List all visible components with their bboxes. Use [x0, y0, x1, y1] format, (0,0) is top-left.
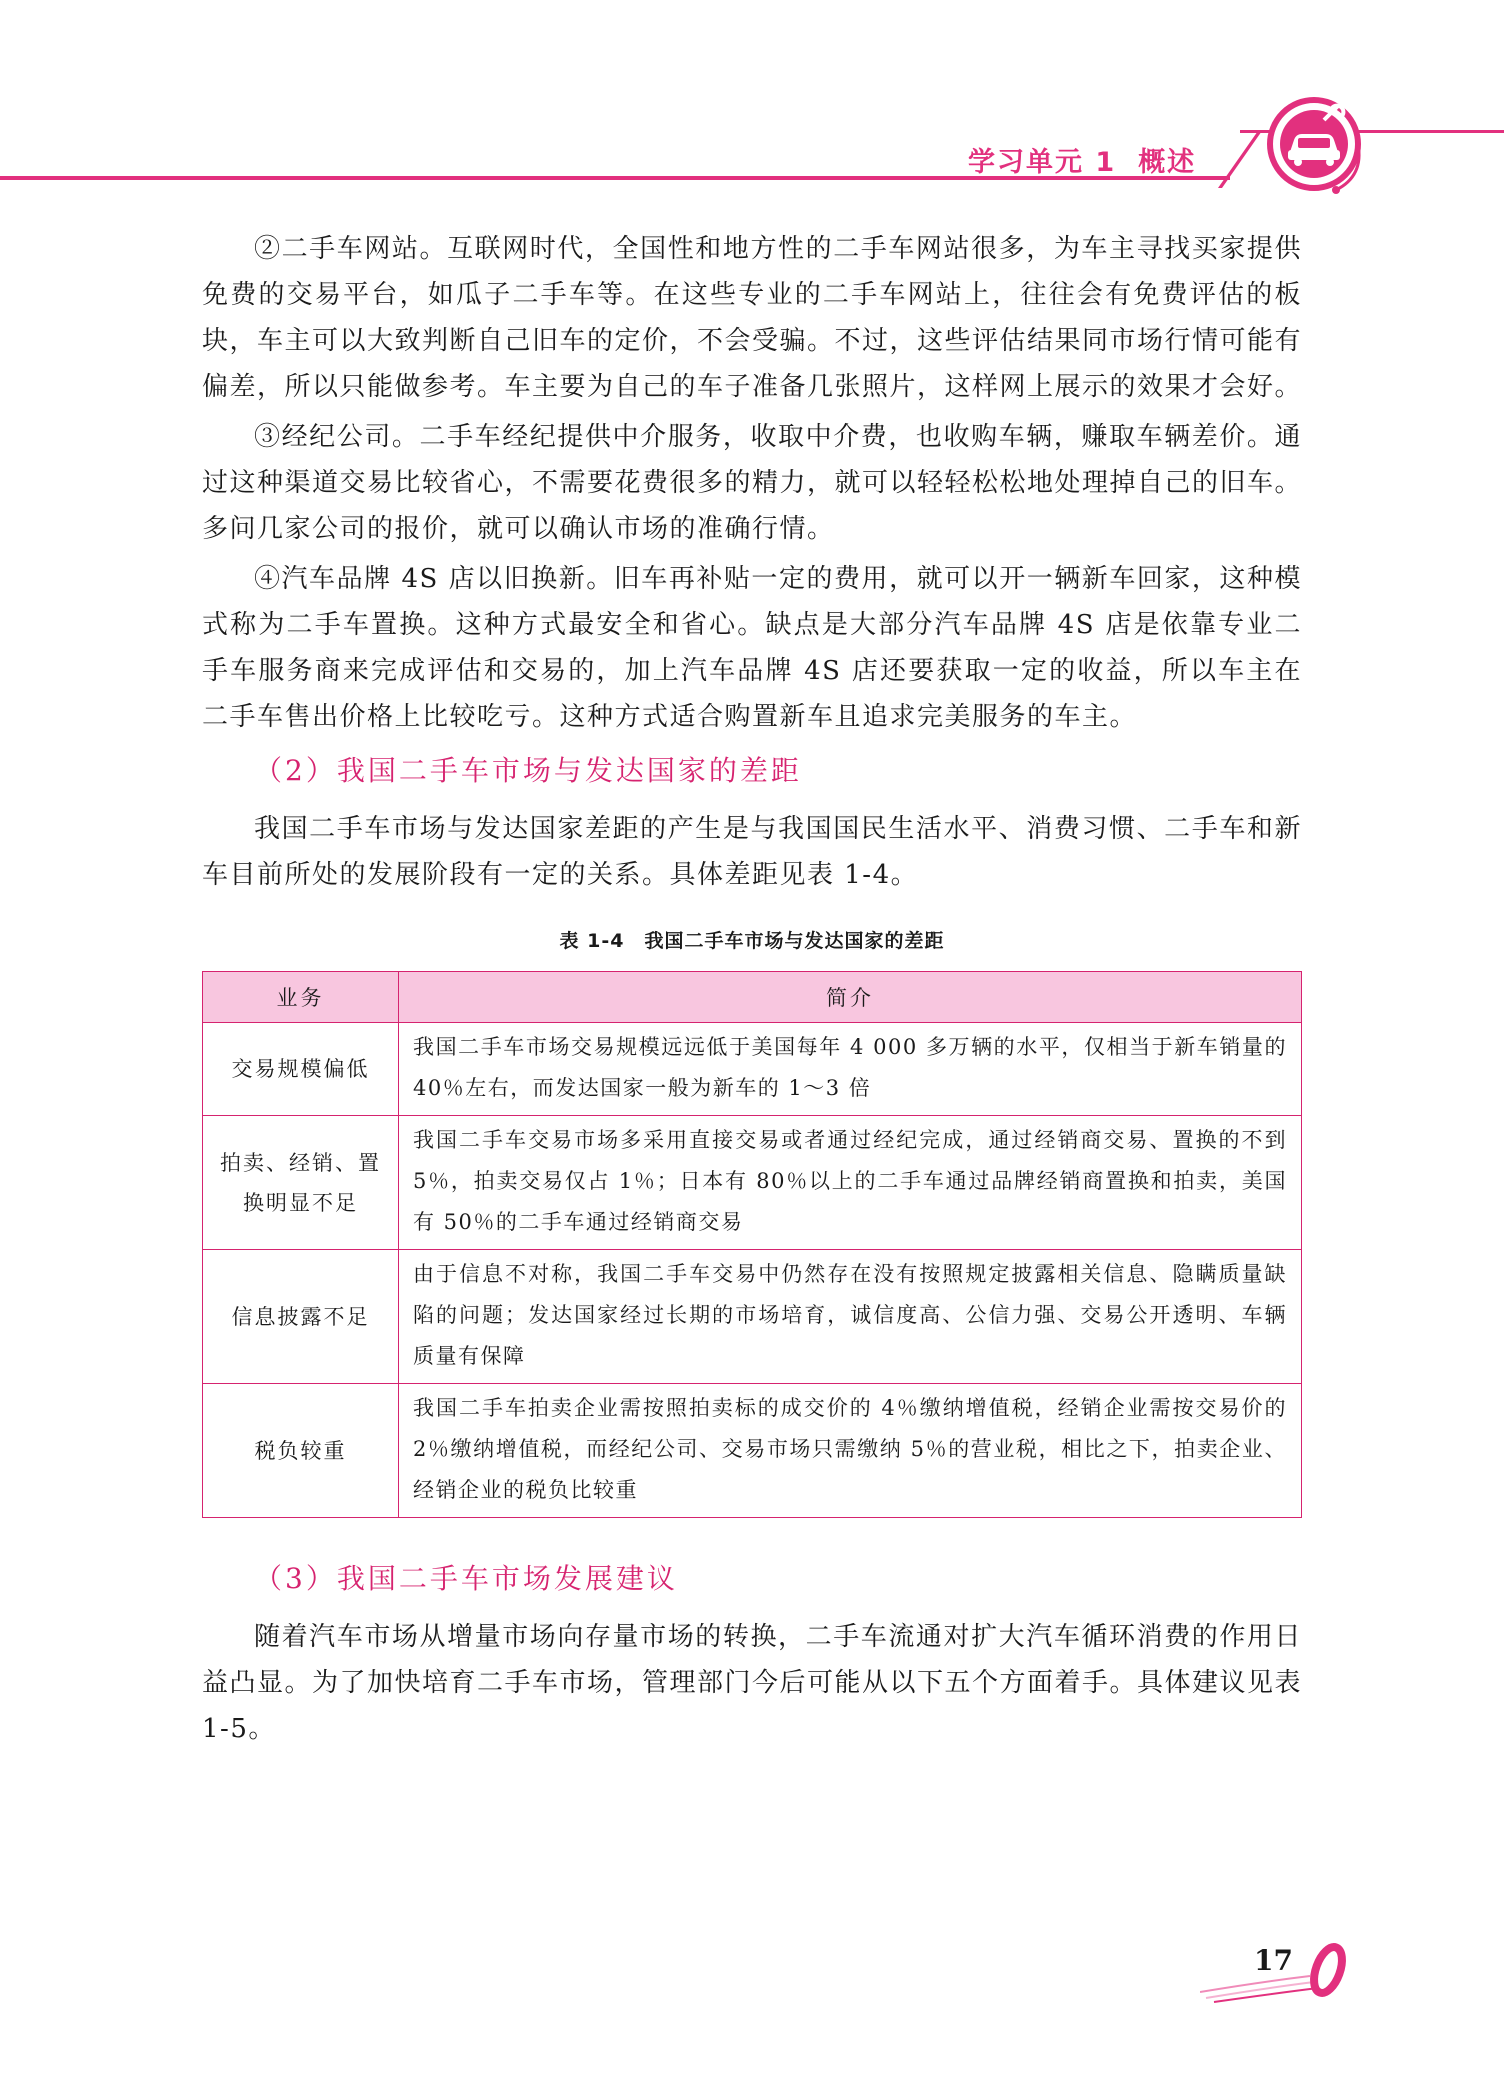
- paragraph-used-car-websites: ②二手车网站。互联网时代，全国性和地方性的二手车网站很多，为车主寻找买家提供免费的交易平台，如瓜子二手车等。在这些专业的二手车网站上，往往会有免费评估的板块，车主可以大致判断自己旧车的定价，不会受骗。不过，这些评估结果同市场行情可能有偏差，所以只能做参考。车主要为自己的车子准备几张照片，这样网上展示的效果才会好。: [202, 234, 1303, 402]
- cell-summary: 我国二手车交易市场多采用直接交易或者通过经纪完成，通过经销商交易、置换的不到 5％，拍卖交易仅占 1％；日本有 80％以上的二手车通过品牌经销商置换和拍卖，美国有 50％的二手车通过经销商交易: [399, 1116, 1302, 1250]
- page-content: [202, 226, 1302, 1756]
- page-number: 17: [1254, 1944, 1293, 1977]
- cell-business: 信息披露不足: [203, 1250, 399, 1384]
- table-row: [203, 1250, 1302, 1384]
- cell-summary: 我国二手车拍卖企业需按照拍卖标的成交价的 4％缴纳增值税，经销企业需按交易价的 2％缴纳增值税，而经纪公司、交易市场只需缴纳 5％的营业税，相比之下，拍卖企业、经销企业的税负比较重: [399, 1384, 1302, 1518]
- section-heading-gap: （2）我国二手车市场与发达国家的差距: [254, 754, 802, 787]
- cell-business: 税负较重: [203, 1384, 399, 1518]
- unit-label: 学习单元 1: [968, 147, 1117, 178]
- unit-title: 概述: [1138, 147, 1197, 178]
- cell-summary: 由于信息不对称，我国二手车交易中仍然存在没有按照规定披露相关信息、隐瞒质量缺陷的问题；发达国家经过长期的市场培育，诚信度高、公信力强、交易公开透明、车辆质量有保障: [399, 1250, 1302, 1384]
- paragraph-brokerage: ③经纪公司。二手车经纪提供中介服务，收取中介费，也收购车辆，赚取车辆差价。通过这种渠道交易比较省心，不需要花费很多的精力，就可以轻轻松松地处理掉自己的旧车。多问几家公司的报价，就可以确认市场的准确行情。: [202, 422, 1303, 544]
- column-header-business: 业务: [203, 972, 399, 1023]
- cell-business: 交易规模偏低: [203, 1023, 399, 1116]
- table-header-row: [203, 972, 1302, 1023]
- cell-summary: 我国二手车市场交易规模远远低于美国每年 4 000 多万辆的水平，仅相当于新车销量的 40％左右，而发达国家一般为新车的 1～3 倍: [399, 1023, 1302, 1116]
- table-row: [203, 1023, 1302, 1116]
- table-row: [203, 1384, 1302, 1518]
- header-rule-slash: [1218, 130, 1263, 188]
- table-caption: 表 1-4 我国二手车市场与发达国家的差距: [559, 930, 945, 952]
- paragraph-suggestions-intro: 随着汽车市场从增量市场向存量市场的转换，二手车流通对扩大汽车循环消费的作用日益凸显。为了加快培育二手车市场，管理部门今后可能从以下五个方面着手。具体建议见表 1-5。: [202, 1622, 1303, 1744]
- column-header-summary: 简介: [399, 972, 1302, 1023]
- gap-table: [202, 971, 1302, 1518]
- table-row: [203, 1116, 1302, 1250]
- paragraph-4s-tradein: ④汽车品牌 4S 店以旧换新。旧车再补贴一定的费用，就可以开一辆新车回家，这种模式称为二手车置换。这种方式最安全和省心。缺点是大部分汽车品牌 4S 店是依靠专业二手车服务商来完成评估和交易的，加上汽车品牌 4S 店还要获取一定的收益，所以车主在二手车售出价格上比较吃亏。这种方式适合购置新车且追求完美服务的车主。: [202, 564, 1302, 732]
- car-wrench-icon: [1258, 86, 1378, 206]
- running-header: [968, 140, 1196, 179]
- cell-business: 拍卖、经销、置换明显不足: [203, 1116, 399, 1250]
- paragraph-gap-intro: 我国二手车市场与发达国家差距的产生是与我国国民生活水平、消费习惯、二手车和新车目前所处的发展阶段有一定的关系。具体差距见表 1-4。: [202, 814, 1302, 890]
- section-heading-suggestions: （3）我国二手车市场发展建议: [254, 1562, 678, 1595]
- section-suggestions: [202, 1558, 1302, 1752]
